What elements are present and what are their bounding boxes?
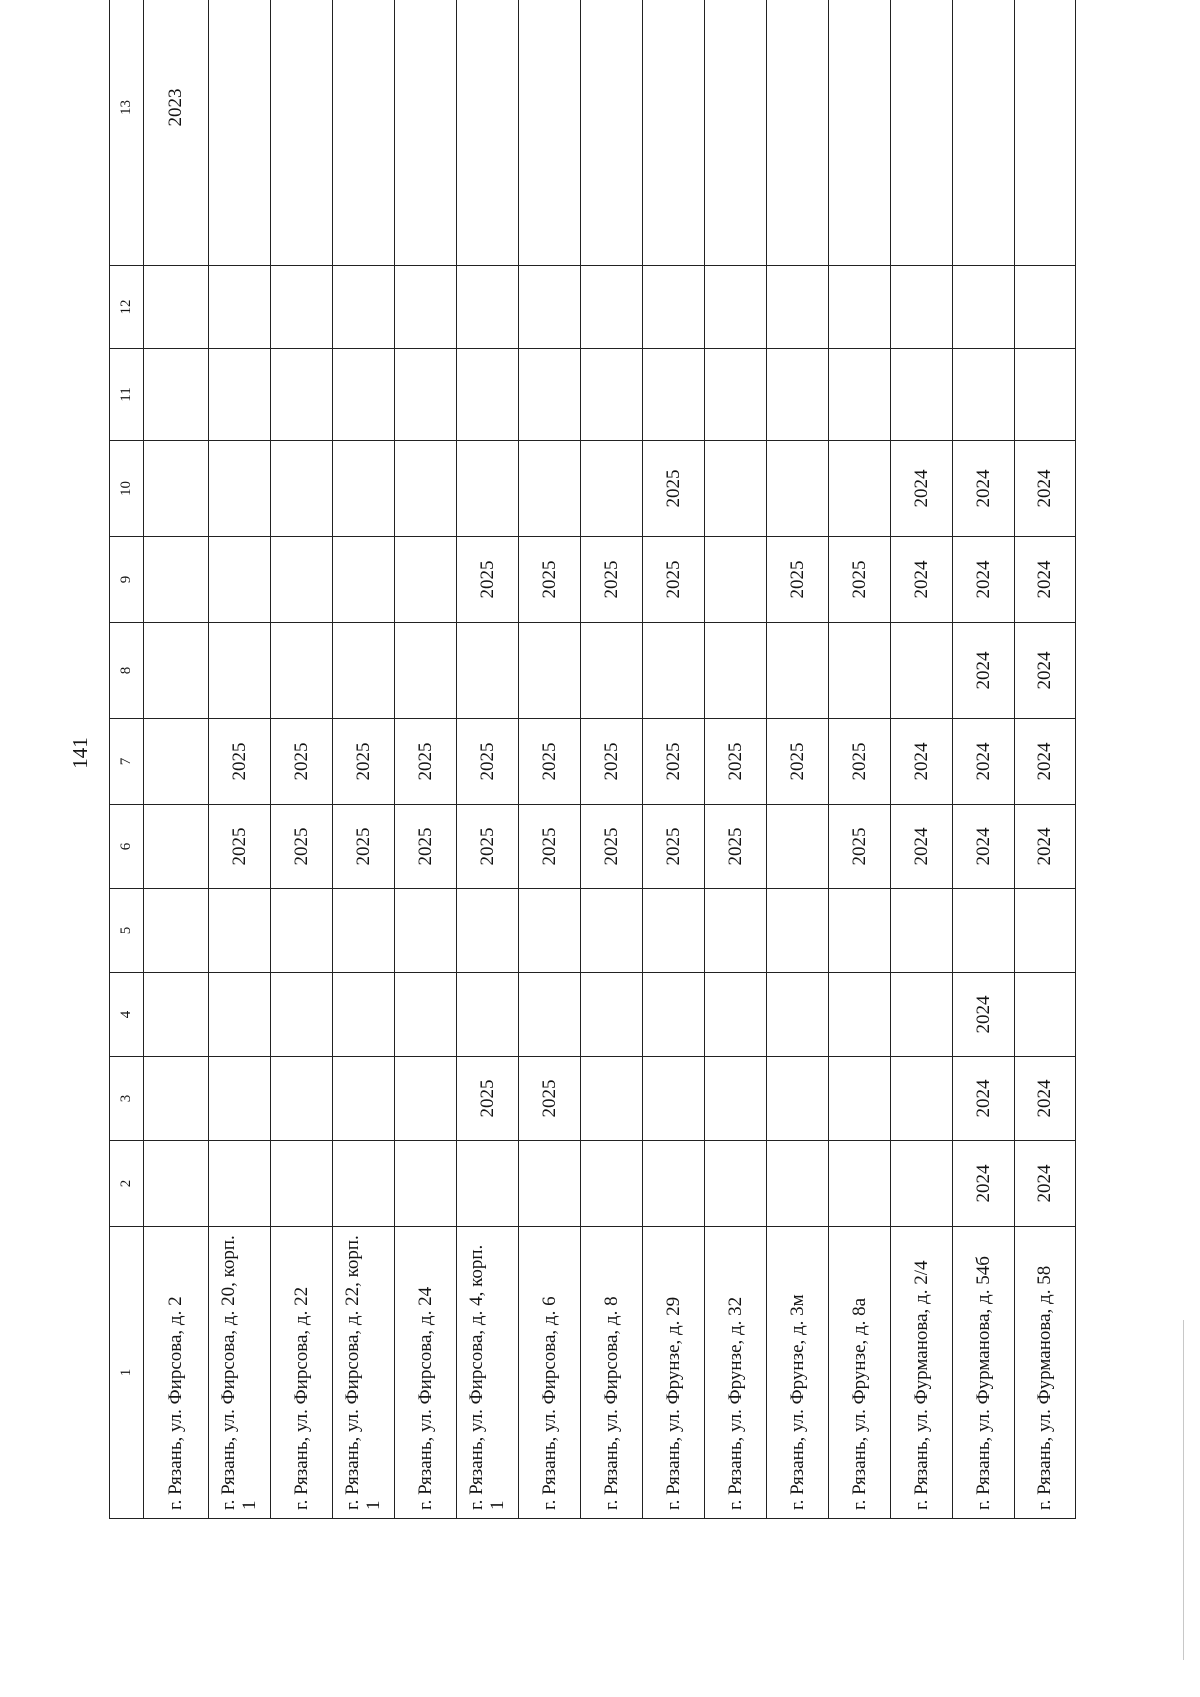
year-cell-col-6: 2024 — [1014, 805, 1075, 889]
year-cell-col-5 — [580, 889, 642, 973]
year-cell-col-3 — [766, 1057, 828, 1141]
column-header-5: 5 — [110, 889, 144, 973]
year-cell-col-12 — [704, 266, 766, 349]
year-cell-col-12 — [1014, 266, 1075, 349]
table-row — [890, 0, 952, 1519]
address-cell: г. Рязань, ул. Фирсова, д. 22 — [270, 1227, 332, 1519]
table-row — [456, 0, 518, 1519]
year-cell-col-12 — [828, 266, 890, 349]
year-cell-col-2 — [642, 1141, 704, 1227]
year-cell-col-11 — [208, 349, 270, 441]
year-cell-col-4 — [890, 973, 952, 1057]
year-cell-col-9 — [332, 537, 394, 623]
year-cell-col-11 — [270, 349, 332, 441]
year-cell-col-9: 2024 — [952, 537, 1014, 623]
year-cell-col-8 — [580, 623, 642, 719]
year-cell-col-5 — [642, 889, 704, 973]
year-cell-col-6: 2025 — [518, 805, 580, 889]
address-cell: г. Рязань, ул. Фрунзе, д. 3м — [766, 1227, 828, 1519]
table-row — [704, 0, 766, 1519]
column-header-3: 3 — [110, 1057, 144, 1141]
year-cell-col-9 — [208, 537, 270, 623]
year-cell-col-7: 2025 — [270, 719, 332, 805]
column-header-12: 12 — [110, 266, 144, 349]
year-cell-col-7: 2025 — [332, 719, 394, 805]
year-cell-col-2 — [456, 1141, 518, 1227]
year-cell-col-10 — [580, 441, 642, 537]
year-cell-col-9: 2024 — [1014, 537, 1075, 623]
year-cell-col-9 — [394, 537, 456, 623]
year-cell-col-8 — [456, 623, 518, 719]
year-cell-col-5 — [144, 889, 208, 973]
year-cell-col-11 — [580, 349, 642, 441]
table-row — [208, 0, 270, 1519]
table-row — [270, 0, 332, 1519]
year-cell-col-6 — [766, 805, 828, 889]
year-cell-col-2 — [766, 1141, 828, 1227]
year-cell-col-10 — [704, 441, 766, 537]
year-cell-col-5 — [332, 889, 394, 973]
year-cell-col-8 — [270, 623, 332, 719]
year-cell-col-3 — [332, 1057, 394, 1141]
column-header-2: 2 — [110, 1141, 144, 1227]
year-cell-col-8 — [208, 623, 270, 719]
year-cell-col-4 — [642, 973, 704, 1057]
year-cell-col-12 — [518, 266, 580, 349]
year-cell-col-11 — [766, 349, 828, 441]
year-cell-col-2 — [580, 1141, 642, 1227]
year-cell-col-5 — [456, 889, 518, 973]
page-number: 141 — [68, 737, 92, 769]
year-cell-col-13 — [1014, 0, 1075, 266]
year-cell-col-3 — [208, 1057, 270, 1141]
year-cell-col-4 — [766, 973, 828, 1057]
year-cell-col-7: 2025 — [642, 719, 704, 805]
year-cell-col-3: 2025 — [456, 1057, 518, 1141]
year-cell-col-8 — [828, 623, 890, 719]
year-cell-col-13 — [208, 0, 270, 266]
column-header-11: 11 — [110, 349, 144, 441]
year-cell-col-5 — [952, 889, 1014, 973]
year-cell-col-9: 2024 — [890, 537, 952, 623]
year-cell-col-10 — [208, 441, 270, 537]
year-cell-col-8 — [890, 623, 952, 719]
year-cell-col-4 — [828, 973, 890, 1057]
year-cell-col-9 — [270, 537, 332, 623]
year-cell-col-4: 2024 — [952, 973, 1014, 1057]
year-cell-col-7: 2025 — [456, 719, 518, 805]
year-cell-col-7: 2024 — [1014, 719, 1075, 805]
year-cell-col-10 — [332, 441, 394, 537]
column-header-6: 6 — [110, 805, 144, 889]
schedule-table — [109, 0, 1076, 1519]
table-row — [952, 0, 1014, 1519]
year-cell-col-8 — [704, 623, 766, 719]
year-cell-col-6: 2025 — [580, 805, 642, 889]
scan-artifact-line — [1183, 1320, 1184, 1660]
address-cell: г. Рязань, ул. Фирсова, д. 4, корп. 1 — [456, 1227, 518, 1519]
year-cell-col-12 — [332, 266, 394, 349]
address-cell: г. Рязань, ул. Фирсова, д. 8 — [580, 1227, 642, 1519]
year-cell-col-10: 2024 — [952, 441, 1014, 537]
year-cell-col-6: 2025 — [270, 805, 332, 889]
year-cell-col-3 — [144, 1057, 208, 1141]
year-cell-col-13 — [394, 0, 456, 266]
year-cell-col-13 — [270, 0, 332, 266]
year-cell-col-10 — [456, 441, 518, 537]
year-cell-col-6: 2025 — [332, 805, 394, 889]
year-cell-col-3 — [642, 1057, 704, 1141]
year-cell-col-7: 2025 — [518, 719, 580, 805]
year-cell-col-6: 2025 — [208, 805, 270, 889]
column-header-4: 4 — [110, 973, 144, 1057]
year-cell-col-8 — [394, 623, 456, 719]
year-cell-col-11 — [704, 349, 766, 441]
year-cell-col-13: 2023 — [144, 0, 208, 266]
year-cell-col-9: 2025 — [766, 537, 828, 623]
year-cell-col-10 — [518, 441, 580, 537]
year-cell-col-11 — [828, 349, 890, 441]
year-cell-col-10 — [766, 441, 828, 537]
year-cell-col-11 — [394, 349, 456, 441]
year-cell-col-2 — [828, 1141, 890, 1227]
year-cell-col-3 — [890, 1057, 952, 1141]
year-cell-col-13 — [828, 0, 890, 266]
year-cell-col-12 — [394, 266, 456, 349]
column-header-7: 7 — [110, 719, 144, 805]
column-header-9: 9 — [110, 537, 144, 623]
year-cell-col-2 — [890, 1141, 952, 1227]
year-cell-col-7 — [144, 719, 208, 805]
year-cell-col-13 — [518, 0, 580, 266]
year-cell-col-7: 2025 — [704, 719, 766, 805]
year-cell-col-4 — [394, 973, 456, 1057]
year-cell-col-3 — [828, 1057, 890, 1141]
year-cell-col-12 — [766, 266, 828, 349]
year-cell-col-5 — [828, 889, 890, 973]
column-header-8: 8 — [110, 623, 144, 719]
year-cell-col-6: 2025 — [828, 805, 890, 889]
year-cell-col-3: 2024 — [1014, 1057, 1075, 1141]
year-cell-col-6: 2025 — [704, 805, 766, 889]
year-cell-col-3: 2025 — [518, 1057, 580, 1141]
year-cell-col-2 — [704, 1141, 766, 1227]
address-cell: г. Рязань, ул. Фирсова, д. 20, корп. 1 — [208, 1227, 270, 1519]
column-header-10: 10 — [110, 441, 144, 537]
header-row — [110, 0, 144, 1519]
year-cell-col-7: 2025 — [394, 719, 456, 805]
year-cell-col-9: 2025 — [456, 537, 518, 623]
year-cell-col-4 — [456, 973, 518, 1057]
year-cell-col-7: 2025 — [766, 719, 828, 805]
year-cell-col-7: 2025 — [828, 719, 890, 805]
table-row — [580, 0, 642, 1519]
year-cell-col-13 — [704, 0, 766, 266]
year-cell-col-12 — [952, 266, 1014, 349]
address-cell: г. Рязань, ул. Фурманова, д. 2/4 — [890, 1227, 952, 1519]
year-cell-col-3: 2024 — [952, 1057, 1014, 1141]
year-cell-col-6: 2024 — [890, 805, 952, 889]
year-cell-col-7: 2025 — [580, 719, 642, 805]
year-cell-col-12 — [580, 266, 642, 349]
year-cell-col-9: 2025 — [518, 537, 580, 623]
year-cell-col-13 — [952, 0, 1014, 266]
year-cell-col-9: 2025 — [642, 537, 704, 623]
year-cell-col-10 — [394, 441, 456, 537]
year-cell-col-9: 2025 — [828, 537, 890, 623]
year-cell-col-10: 2025 — [642, 441, 704, 537]
year-cell-col-5 — [1014, 889, 1075, 973]
year-cell-col-10 — [270, 441, 332, 537]
column-header-1: 1 — [110, 1227, 144, 1519]
year-cell-col-12 — [642, 266, 704, 349]
year-cell-col-13 — [580, 0, 642, 266]
year-cell-col-2: 2024 — [952, 1141, 1014, 1227]
year-cell-col-4 — [332, 973, 394, 1057]
year-cell-col-10 — [144, 441, 208, 537]
column-header-13: 13 — [110, 0, 144, 266]
year-cell-col-2 — [332, 1141, 394, 1227]
table-row — [518, 0, 580, 1519]
address-cell: г. Рязань, ул. Фирсова, д. 24 — [394, 1227, 456, 1519]
year-cell-col-3 — [580, 1057, 642, 1141]
year-cell-col-3 — [270, 1057, 332, 1141]
year-cell-col-5 — [704, 889, 766, 973]
year-cell-col-12 — [456, 266, 518, 349]
year-cell-col-5 — [394, 889, 456, 973]
year-cell-col-13 — [890, 0, 952, 266]
year-cell-col-8: 2024 — [1014, 623, 1075, 719]
year-cell-col-9 — [144, 537, 208, 623]
table-row — [642, 0, 704, 1519]
table-row — [766, 0, 828, 1519]
year-cell-col-13 — [456, 0, 518, 266]
year-cell-col-6: 2025 — [642, 805, 704, 889]
table-row — [1014, 0, 1075, 1519]
address-cell: г. Рязань, ул. Фурманова, д. 58 — [1014, 1227, 1075, 1519]
year-cell-col-2 — [270, 1141, 332, 1227]
year-cell-col-8 — [332, 623, 394, 719]
year-cell-col-6: 2024 — [952, 805, 1014, 889]
year-cell-col-4 — [144, 973, 208, 1057]
address-cell: г. Рязань, ул. Фрунзе, д. 29 — [642, 1227, 704, 1519]
year-cell-col-12 — [890, 266, 952, 349]
year-cell-col-10: 2024 — [890, 441, 952, 537]
year-cell-col-4 — [518, 973, 580, 1057]
year-cell-col-11 — [952, 349, 1014, 441]
year-cell-col-9: 2025 — [580, 537, 642, 623]
address-cell: г. Рязань, ул. Фирсова, д. 22, корп. 1 — [332, 1227, 394, 1519]
year-cell-col-4 — [704, 973, 766, 1057]
year-cell-col-12 — [208, 266, 270, 349]
year-cell-col-5 — [208, 889, 270, 973]
year-cell-col-2 — [144, 1141, 208, 1227]
year-cell-col-8: 2024 — [952, 623, 1014, 719]
year-cell-col-10 — [828, 441, 890, 537]
year-cell-col-4 — [208, 973, 270, 1057]
year-cell-col-5 — [766, 889, 828, 973]
year-cell-col-8 — [642, 623, 704, 719]
year-cell-col-11 — [332, 349, 394, 441]
year-cell-col-13 — [766, 0, 828, 266]
year-cell-col-5 — [270, 889, 332, 973]
year-cell-col-2 — [518, 1141, 580, 1227]
year-cell-col-6 — [144, 805, 208, 889]
year-cell-col-2 — [208, 1141, 270, 1227]
year-cell-col-5 — [518, 889, 580, 973]
year-cell-col-11 — [890, 349, 952, 441]
year-cell-col-3 — [394, 1057, 456, 1141]
year-cell-col-13 — [332, 0, 394, 266]
year-cell-col-6: 2025 — [394, 805, 456, 889]
year-cell-col-12 — [270, 266, 332, 349]
table-row — [332, 0, 394, 1519]
year-cell-col-11 — [1014, 349, 1075, 441]
address-cell: г. Рязань, ул. Фирсова, д. 2 — [144, 1227, 208, 1519]
year-cell-col-11 — [642, 349, 704, 441]
address-cell: г. Рязань, ул. Фрунзе, д. 32 — [704, 1227, 766, 1519]
table-row — [394, 0, 456, 1519]
address-cell: г. Рязань, ул. Фрунзе, д. 8а — [828, 1227, 890, 1519]
year-cell-col-7: 2025 — [208, 719, 270, 805]
year-cell-col-11 — [456, 349, 518, 441]
year-cell-col-8 — [144, 623, 208, 719]
year-cell-col-7: 2024 — [952, 719, 1014, 805]
year-cell-col-13 — [642, 0, 704, 266]
year-cell-col-12 — [144, 266, 208, 349]
table-row — [144, 0, 208, 1519]
year-cell-col-2: 2024 — [1014, 1141, 1075, 1227]
year-cell-col-8 — [518, 623, 580, 719]
year-cell-col-5 — [890, 889, 952, 973]
year-cell-col-4 — [580, 973, 642, 1057]
year-cell-col-3 — [704, 1057, 766, 1141]
year-cell-col-2 — [394, 1141, 456, 1227]
year-cell-col-10: 2024 — [1014, 441, 1075, 537]
table-body — [110, 0, 1076, 1519]
year-cell-col-4 — [1014, 973, 1075, 1057]
year-cell-col-9 — [704, 537, 766, 623]
year-cell-col-8 — [766, 623, 828, 719]
address-cell: г. Рязань, ул. Фирсова, д. 6 — [518, 1227, 580, 1519]
year-cell-col-7: 2024 — [890, 719, 952, 805]
year-cell-col-6: 2025 — [456, 805, 518, 889]
year-cell-col-11 — [144, 349, 208, 441]
year-cell-col-11 — [518, 349, 580, 441]
rotated-table-container — [109, 50, 1076, 1519]
year-cell-col-4 — [270, 973, 332, 1057]
table-row — [828, 0, 890, 1519]
address-cell: г. Рязань, ул. Фурманова, д. 54б — [952, 1227, 1014, 1519]
